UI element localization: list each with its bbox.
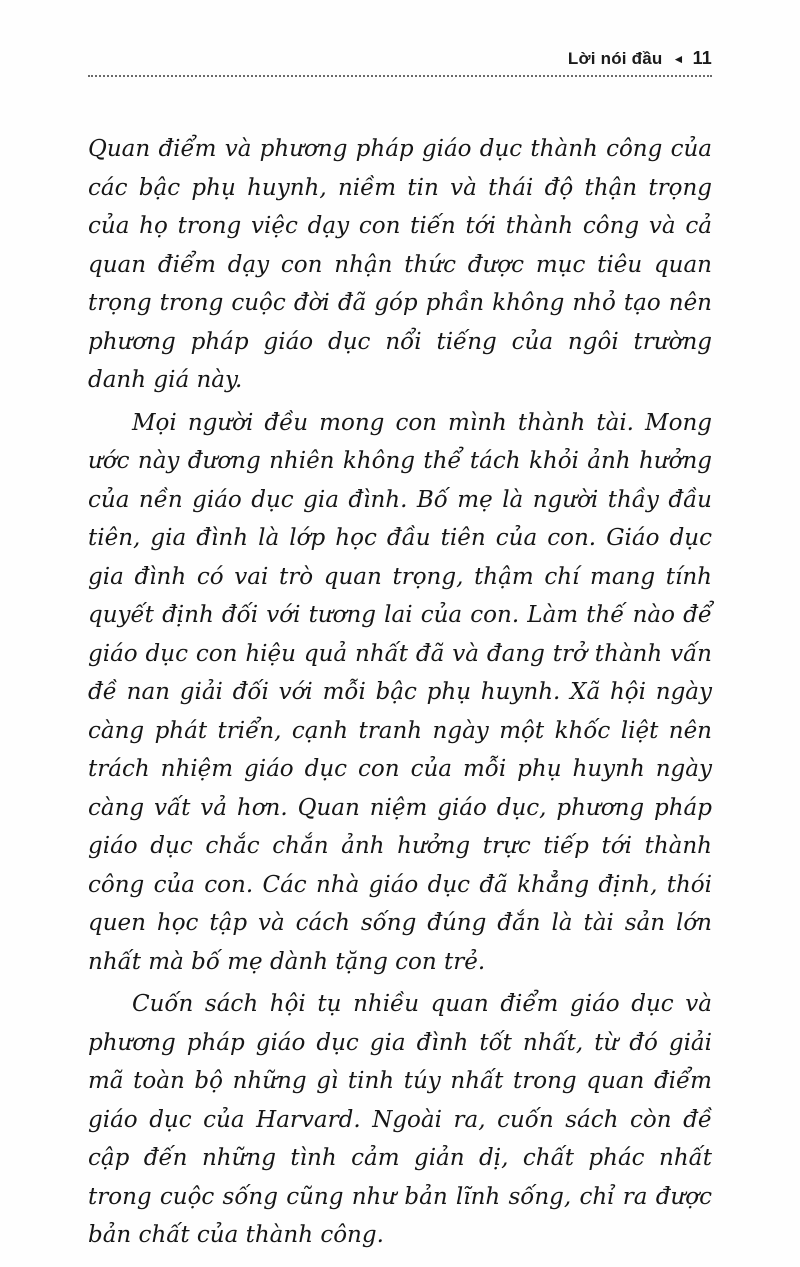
running-head-title: Lời nói đầu [567, 49, 663, 68]
left-triangle-icon: ◄ [672, 52, 685, 66]
dotted-rule [88, 75, 712, 77]
page-header [88, 48, 712, 77]
paragraph: Quan điểm và phương pháp giáo dục thành công của các bậc phụ huynh, niềm tin và thái độ thận trọng của họ trong việc dạy con tiến tới thành công và cả quan điểm dạy con nhận thức được mục tiêu quan trọng trong cuộc đời đã góp phần không nhỏ tạo nên phương pháp giáo dục nổi tiếng của ngôi trường danh giá này. [88, 136, 712, 393]
paragraph: Mọi người đều mong con mình thành tài. Mong ước này đương nhiên không thể tách khỏi ảnh hưởng của nền giáo dục gia đình. Bố mẹ là người thầy đầu tiên, gia đình là lớp học đầu tiên của con. Giáo dục gia đình có vai trò quan trọng, thậm chí mang tính quyết định đối với tương lai của con. Làm thế nào để giáo dục con hiệu quả nhất đã và đang trở thành vấn đề nan giải đối với mỗi bậc phụ huynh. Xã hội ngày càng phát triển, cạnh tranh ngày một khốc liệt nên trách nhiệm giáo dục con của mỗi phụ huynh ngày càng vất vả hơn. Quan niệm giáo dục, phương pháp giáo dục chắc chắn ảnh hưởng trực tiếp tới thành công của con. Các nhà giáo dục đã khẳng định, thói quen học tập và cách sống đúng đắn là tài sản lớn nhất mà bố mẹ dành tặng con trẻ. [88, 409, 712, 975]
running-header [88, 48, 712, 75]
paragraph: Cuốn sách hội tụ nhiều quan điểm giáo dục và phương pháp giáo dục gia đình tốt nhất, từ đó giải mã toàn bộ những gì tinh túy nhất trong quan điểm giáo dục của Harvard. Ngoài ra, cuốn sách còn đề cập đến những tình cảm giản dị, chất phác nhất trong cuộc sống cũng như bản lĩnh sống, chỉ ra được bản chất của thành công. [88, 991, 712, 1248]
page-content [88, 130, 712, 1255]
page-number: 11 [692, 48, 712, 68]
